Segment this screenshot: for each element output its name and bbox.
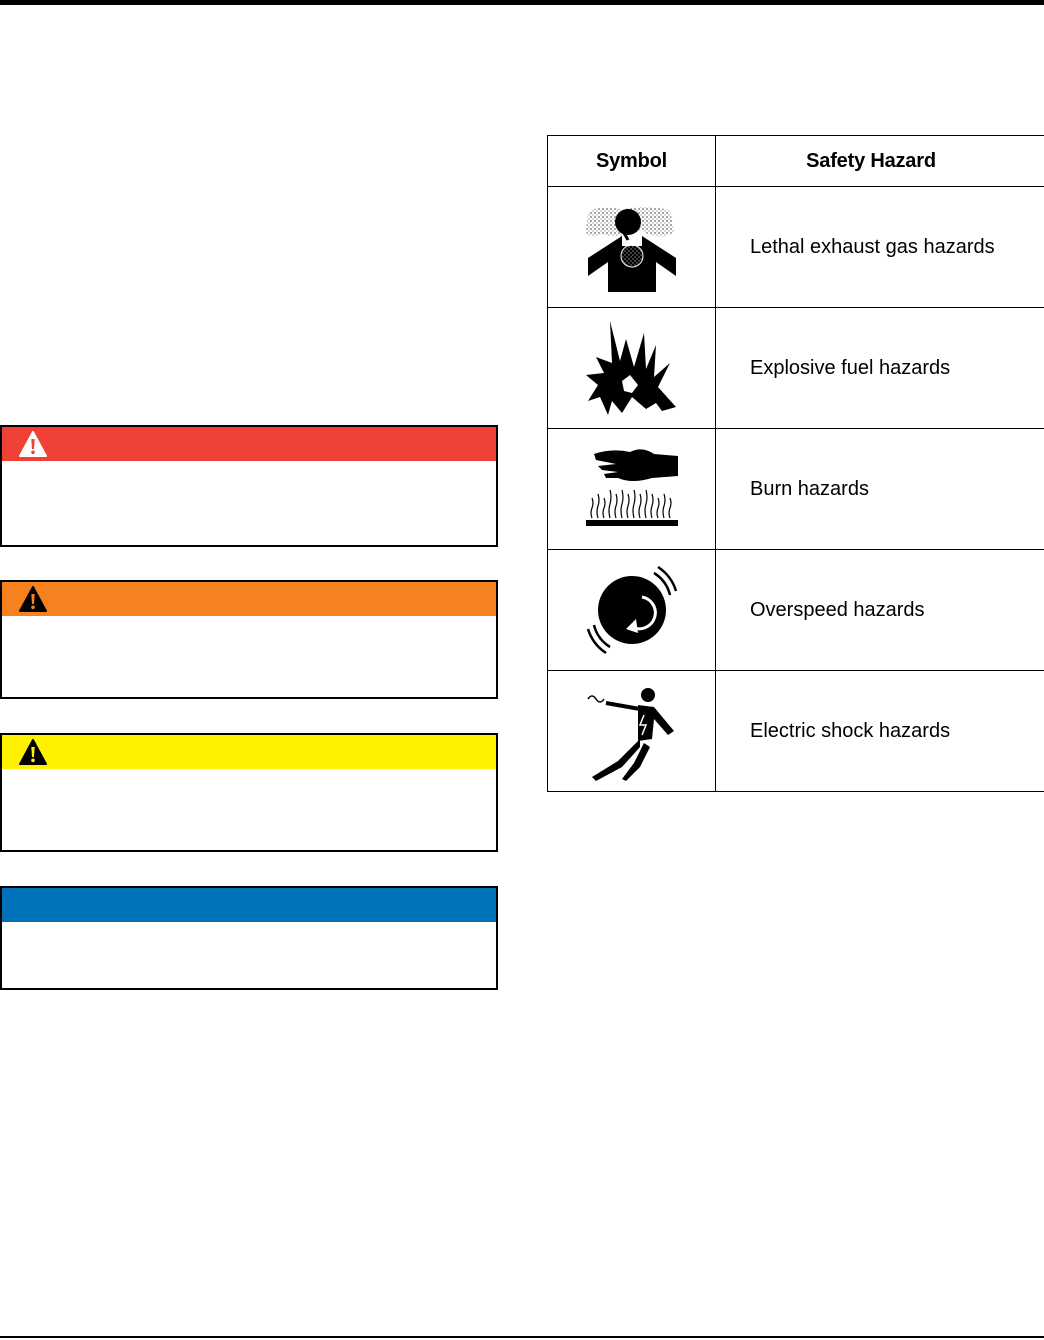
symbol-cell <box>548 429 716 550</box>
symbol-cell <box>548 187 716 308</box>
warning-triangle-white-icon <box>18 430 48 458</box>
electric-shock-icon <box>582 681 682 781</box>
caution-header <box>2 735 496 769</box>
explosion-icon <box>582 319 682 417</box>
table-header-row <box>548 136 1044 187</box>
symbol-cell <box>548 550 716 671</box>
notice-header <box>2 888 496 922</box>
notice-box <box>0 886 498 990</box>
hazard-label: Overspeed hazards <box>716 550 1044 671</box>
hazard-label: Electric shock hazards <box>716 671 1044 792</box>
hazard-label: Explosive fuel hazards <box>716 308 1044 429</box>
top-rule <box>0 0 1044 5</box>
symbol-cell <box>548 671 716 792</box>
caution-box <box>0 733 498 852</box>
table-row <box>548 187 1044 308</box>
hazard-column-header: Safety Hazard <box>716 136 1044 187</box>
danger-header <box>2 427 496 461</box>
exhaust-gas-icon <box>582 200 682 295</box>
table-row <box>548 429 1044 550</box>
burn-icon <box>582 444 682 534</box>
symbol-cell <box>548 308 716 429</box>
hazard-symbol-table <box>547 135 1044 792</box>
table-row <box>548 671 1044 792</box>
warning-triangle-black-icon <box>18 738 48 766</box>
symbol-column-header: Symbol <box>548 136 716 187</box>
overspeed-icon <box>582 555 682 665</box>
hazard-label: Burn hazards <box>716 429 1044 550</box>
danger-box <box>0 425 498 547</box>
hazard-label: Lethal exhaust gas hazards <box>716 187 1044 308</box>
table-row <box>548 308 1044 429</box>
table-row <box>548 550 1044 671</box>
bottom-rule <box>0 1336 1044 1338</box>
warning-triangle-black-icon <box>18 585 48 613</box>
warning-box <box>0 580 498 699</box>
warning-header <box>2 582 496 616</box>
